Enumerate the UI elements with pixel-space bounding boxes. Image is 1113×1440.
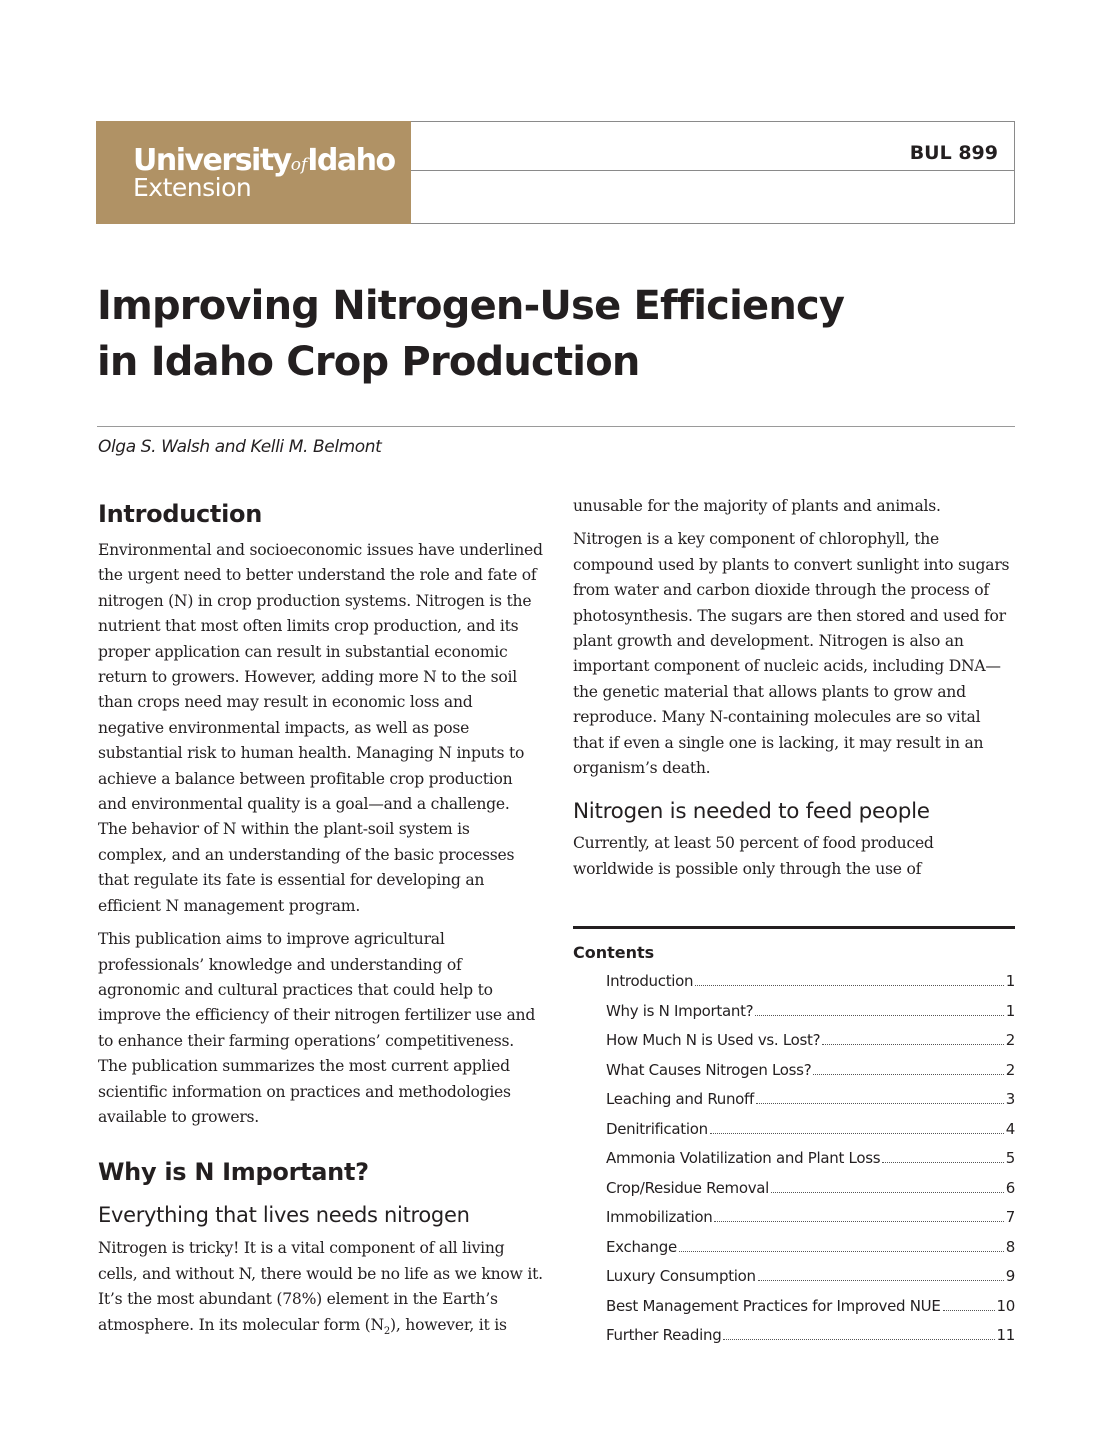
toc-label: How Much N is Used vs. Lost? — [606, 1031, 821, 1049]
toc-label: What Causes Nitrogen Loss? — [606, 1060, 812, 1079]
toc-leader — [755, 1015, 1003, 1016]
feed-paragraph: Currently, at least 50 percent of food produced worldwide is possible only through the use of — [573, 834, 934, 878]
bulletin-box — [411, 121, 1015, 224]
authors: Olga S. Walsh and Kelli M. Belmont — [98, 437, 382, 457]
contents-title: Contents — [573, 943, 655, 962]
university-logo — [96, 121, 411, 224]
bulletin-divider — [411, 170, 1014, 171]
toc-label: Crop/Residue Removal — [606, 1178, 770, 1197]
toc-page-number: 9 — [1005, 1267, 1015, 1285]
intro-paragraph-2: This publication aims to improve agricultural professionals’ knowledge and understanding of agronomic and cultural practices that could help to improve the efficiency of their nitrogen fertilizer use and to enhance their farming operations’ competitiveness. The publication summarizes the most current applied scientific information on practices and methodologies available to growers. — [98, 930, 536, 1126]
page-title — [97, 278, 997, 390]
toc-page-number: 4 — [1005, 1119, 1015, 1138]
toc-leader — [882, 1162, 1004, 1163]
header-band — [96, 121, 1015, 224]
toc-label: Why is N Important? — [606, 1001, 754, 1020]
logo-idaho: Idaho — [307, 143, 395, 178]
toc-item[interactable] — [606, 1002, 1015, 1032]
bulletin-number: BUL 899 — [909, 142, 998, 164]
toc-page-number: 1 — [1005, 1001, 1015, 1020]
toc-leader — [758, 1280, 1004, 1281]
chlorophyll-paragraph: Nitrogen is a key component of chlorophyll, the compound used by plants to convert sunlight into sugars from water and carbon dioxide through the process of photosynthesis. The sugars are then stored and used for plant growth and development. Nitrogen is also an important component of nucleic acids, including DNA—the genetic material that allows plants to grow and reproduce. Many N-containing molecules are so vital that if even a single one is lacking, it may result in an organism’s death. — [573, 530, 1010, 778]
toc-label: Leaching and Runoff — [606, 1090, 755, 1108]
toc-page-number: 5 — [1005, 1149, 1015, 1167]
toc-label: Further Reading — [606, 1326, 722, 1344]
toc-label: Best Management Practices for Improved NUE — [606, 1296, 941, 1315]
toc-leader — [679, 1251, 1004, 1252]
n2-subscript: 2 — [383, 1325, 391, 1337]
intro-heading: Introduction — [98, 500, 262, 528]
logo-of: of — [290, 155, 308, 175]
right-column — [573, 494, 1015, 882]
left-column — [98, 496, 543, 1338]
toc-page-number: 1 — [1005, 972, 1015, 990]
logo-extension: Extension — [133, 173, 252, 202]
toc-leader — [723, 1339, 994, 1340]
lives-heading: Everything that lives needs nitrogen — [98, 1203, 470, 1228]
table-of-contents — [573, 926, 1015, 1356]
toc-label: Exchange — [606, 1237, 677, 1256]
toc-leader — [756, 1103, 1004, 1104]
continued-paragraph: unusable for the majority of plants and animals. — [573, 497, 941, 515]
toc-page-number: 7 — [1005, 1208, 1015, 1226]
why-heading: Why is N Important? — [98, 1158, 369, 1187]
lives-text-b: ), however, it is — [390, 1315, 507, 1334]
lives-text-a: Nitrogen is tricky! It is a vital component of all living cells, and without N, there would be no life as we know it. It’s the most abundant (78%) element in the Earth’s atmosphere. In its molecular form (N — [98, 1239, 543, 1334]
toc-leader — [822, 1044, 1003, 1045]
toc-page-number: 10 — [996, 1296, 1015, 1315]
lives-paragraph — [98, 1236, 543, 1338]
toc-item[interactable] — [606, 1061, 1015, 1091]
toc-page-number: 3 — [1005, 1090, 1015, 1108]
feed-heading: Nitrogen is needed to feed people — [573, 799, 930, 825]
toc-leader — [943, 1310, 995, 1311]
toc-item[interactable] — [606, 1090, 1015, 1120]
toc-leader — [695, 985, 1004, 986]
toc-label: Luxury Consumption — [606, 1267, 756, 1285]
title-line-1: Improving Nitrogen-Use Efficiency — [97, 283, 845, 329]
toc-item[interactable] — [606, 1179, 1015, 1209]
toc-label: Immobilization — [606, 1208, 713, 1226]
toc-page-number: 2 — [1005, 1060, 1015, 1079]
toc-item[interactable] — [606, 1326, 1015, 1356]
toc-item[interactable] — [606, 1238, 1015, 1268]
intro-paragraph-1: Environmental and socioeconomic issues have underlined the urgent need to better understand the role and fate of nitrogen (N) in crop production systems. Nitrogen is the nutrient that most often limits crop production, and its proper application can result in substantial economic return to growers. However, adding more N to the soil than crops need may result in economic loss and negative environmental impacts, as well as pose substantial risk to human health. Managing N inputs to achieve a balance between profitable crop production and environmental quality is a goal—and a challenge. The behavior of N within the plant-soil system is complex, and an understanding of the basic processes that regulate its fate is essential for developing an efficient N management program. — [98, 541, 543, 915]
logo-university: University — [133, 143, 291, 178]
toc-leader — [710, 1133, 1004, 1134]
toc-page-number: 2 — [1005, 1031, 1015, 1049]
toc-leader — [813, 1074, 1003, 1075]
contents-rule — [573, 926, 1015, 929]
toc-page-number: 11 — [996, 1326, 1015, 1344]
toc-page-number: 6 — [1005, 1178, 1015, 1197]
contents-list — [606, 972, 1015, 1356]
toc-item[interactable] — [606, 1031, 1015, 1061]
title-line-2: in Idaho Crop Production — [97, 339, 640, 385]
toc-label: Ammonia Volatilization and Plant Loss — [606, 1149, 881, 1167]
toc-label: Introduction — [606, 972, 694, 990]
toc-item[interactable] — [606, 1149, 1015, 1179]
toc-item[interactable] — [606, 1208, 1015, 1238]
toc-leader — [771, 1192, 1004, 1193]
toc-page-number: 8 — [1005, 1237, 1015, 1256]
toc-item[interactable] — [606, 1120, 1015, 1150]
toc-item[interactable] — [606, 1297, 1015, 1327]
toc-leader — [714, 1221, 1003, 1222]
title-divider — [97, 426, 1015, 427]
toc-item[interactable] — [606, 972, 1015, 1002]
toc-label: Denitrification — [606, 1119, 708, 1138]
toc-item[interactable] — [606, 1267, 1015, 1297]
